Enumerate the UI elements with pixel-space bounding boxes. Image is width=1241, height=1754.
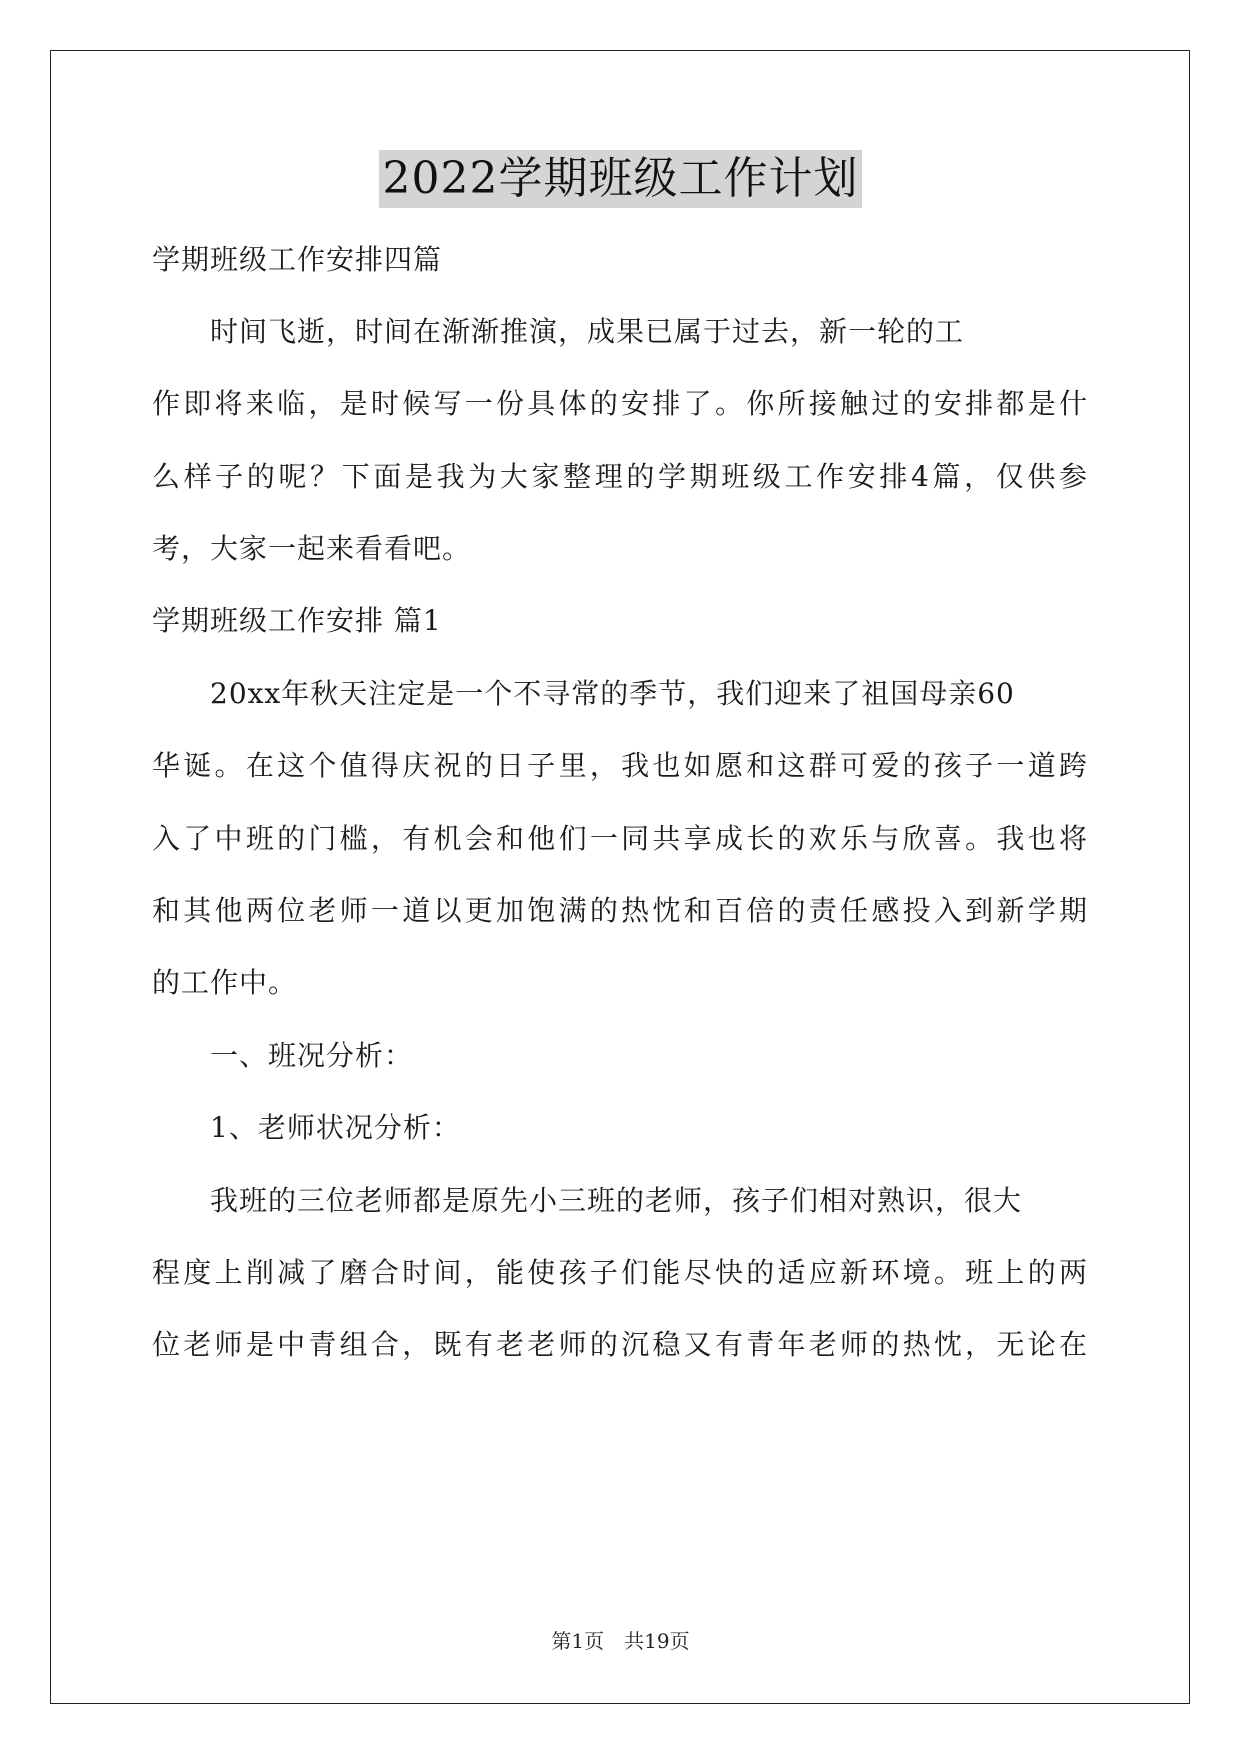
paragraph-line: 20xx年秋天注定是一个不寻常的季节，我们迎来了祖国母亲60 <box>152 677 1015 710</box>
paragraph-line: 考，大家一起来看看吧。 <box>152 532 472 565</box>
title-container <box>0 150 1241 208</box>
page-border <box>50 50 1190 1704</box>
paragraph-line: 位老师是中青组合，既有老老师的沉稳又有青年老师的热忱，无论在 <box>152 1328 1088 1361</box>
paragraph-line: 我班的三位老师都是原先小三班的老师，孩子们相对熟识，很大 <box>152 1184 1023 1217</box>
subheading-line: 一、班况分析： <box>152 1039 414 1072</box>
page-footer: 第1页 共19页 <box>551 1629 690 1653</box>
subheading-line: 1、老师状况分析： <box>152 1111 461 1144</box>
section-heading: 学期班级工作安排 篇1 <box>152 604 442 637</box>
paragraph-line: 的工作中。 <box>152 966 298 999</box>
paragraph-line: 么样子的呢？下面是我为大家整理的学期班级工作安排4篇，仅供参 <box>152 460 1088 493</box>
document-title: 2022学期班级工作计划 <box>379 150 863 208</box>
paragraph-line: 时间飞逝，时间在渐渐推演，成果已属于过去，新一轮的工 <box>152 315 965 348</box>
paragraph-line: 华诞。在这个值得庆祝的日子里，我也如愿和这群可爱的孩子一道跨 <box>152 749 1088 782</box>
paragraph-line: 作即将来临，是时候写一份具体的安排了。你所接触过的安排都是什 <box>152 387 1088 420</box>
paragraph-line: 和其他两位老师一道以更加饱满的热忱和百倍的责任感投入到新学期 <box>152 894 1088 927</box>
paragraph-line: 入了中班的门槛，有机会和他们一同共享成长的欢乐与欣喜。我也将 <box>152 822 1088 855</box>
subtitle-line: 学期班级工作安排四篇 <box>152 243 443 276</box>
paragraph-line: 程度上削减了磨合时间，能使孩子们能尽快的适应新环境。班上的两 <box>152 1256 1088 1289</box>
